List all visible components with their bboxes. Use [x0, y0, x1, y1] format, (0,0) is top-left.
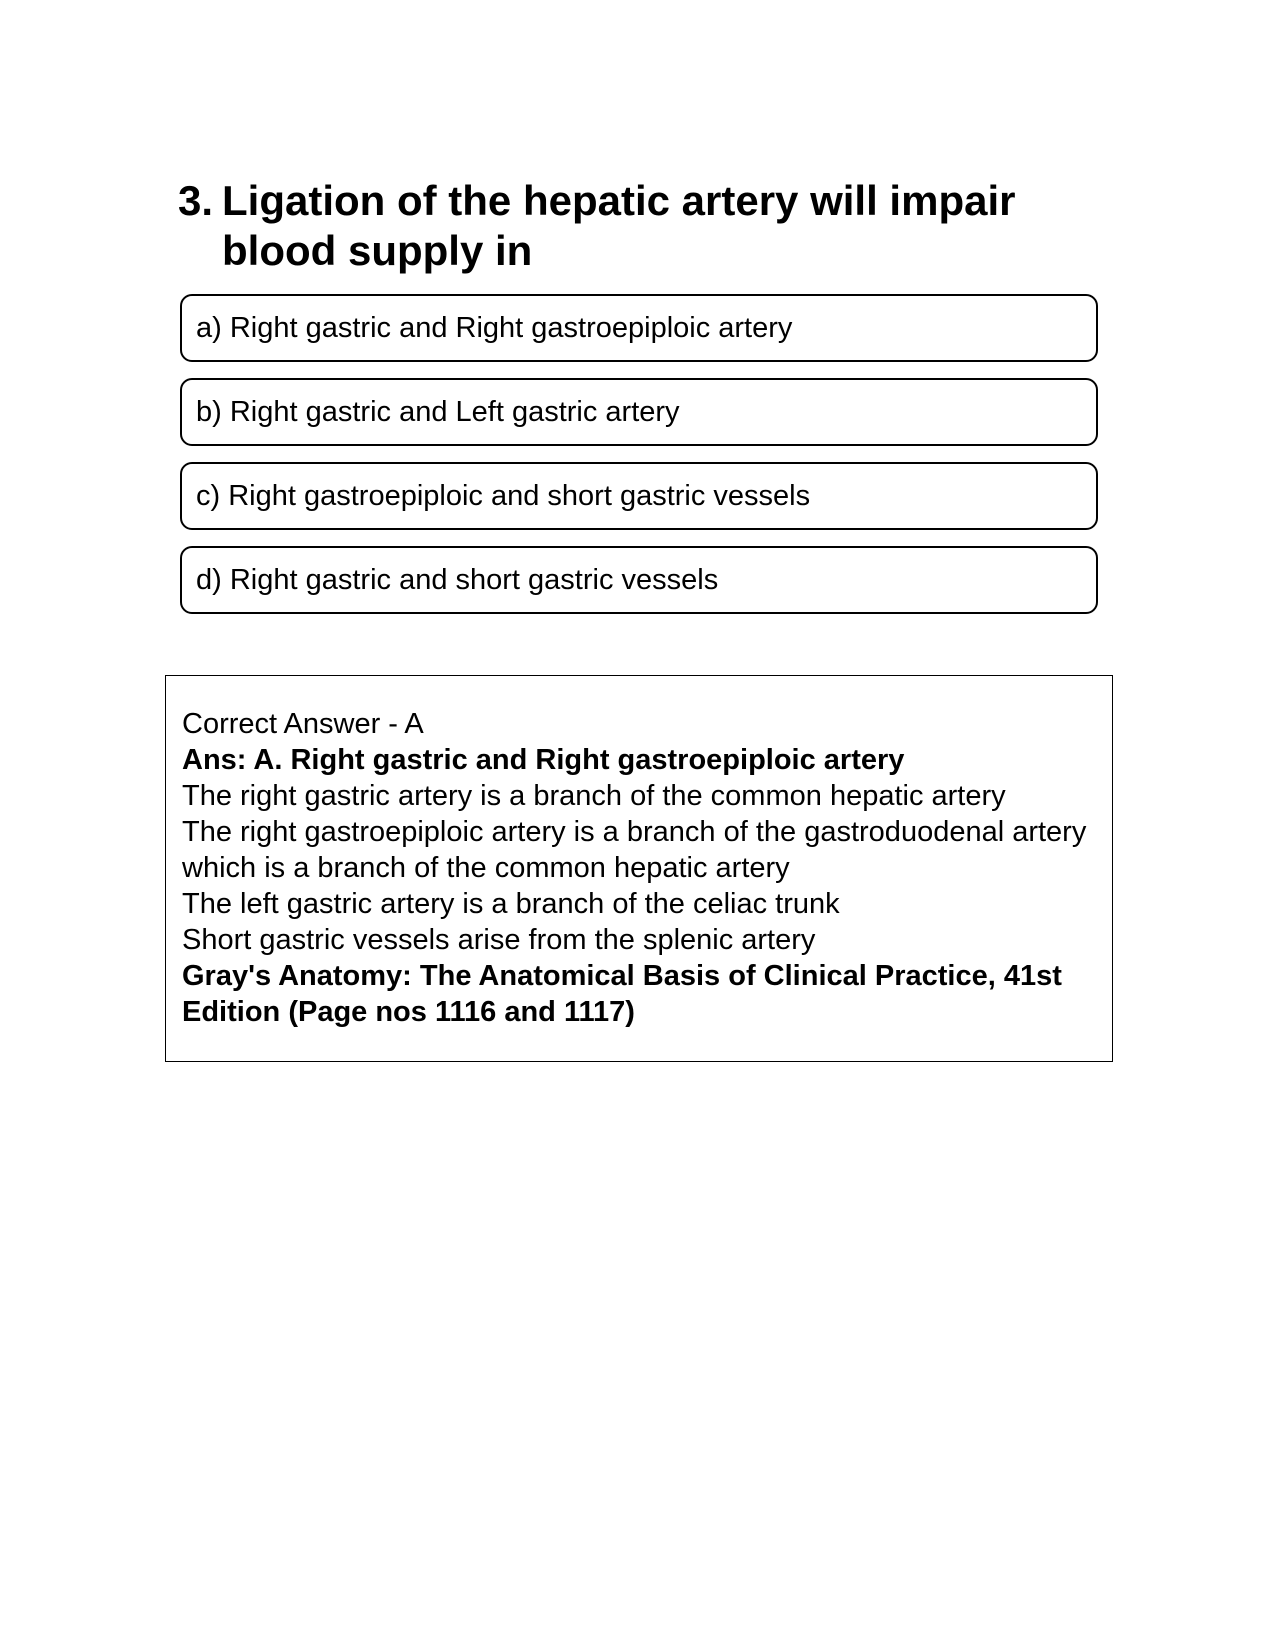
- question-heading: [178, 176, 1058, 276]
- answer-explanation-box: [165, 675, 1113, 1062]
- explanation-line-1: The right gastric artery is a branch of the common hepatic artery: [182, 780, 1006, 812]
- option-d[interactable]: d) Right gastric and short gastric vessels: [180, 546, 1098, 614]
- answer-heading: Ans: A. Right gastric and Right gastroepiploic artery: [182, 744, 905, 776]
- option-c[interactable]: c) Right gastroepiploic and short gastric vessels: [180, 462, 1098, 530]
- reference-citation: Gray's Anatomy: The Anatomical Basis of Clinical Practice, 41st Edition (Page nos 1116 and 1117): [182, 960, 1062, 1028]
- question-text: Ligation of the hepatic artery will impair blood supply in: [222, 177, 1016, 274]
- options-list: [180, 294, 1098, 630]
- explanation-line-2: The right gastroepiploic artery is a branch of the gastroduodenal artery which is a branch of the common hepatic artery: [182, 816, 1087, 884]
- explanation-line-4: Short gastric vessels arise from the splenic artery: [182, 924, 816, 956]
- option-a[interactable]: a) Right gastric and Right gastroepiploic artery: [180, 294, 1098, 362]
- correct-answer-label: Correct Answer - A: [182, 708, 424, 740]
- explanation-line-3: The left gastric artery is a branch of the celiac trunk: [182, 888, 840, 920]
- option-b[interactable]: b) Right gastric and Left gastric artery: [180, 378, 1098, 446]
- question-number: 3.: [178, 177, 214, 224]
